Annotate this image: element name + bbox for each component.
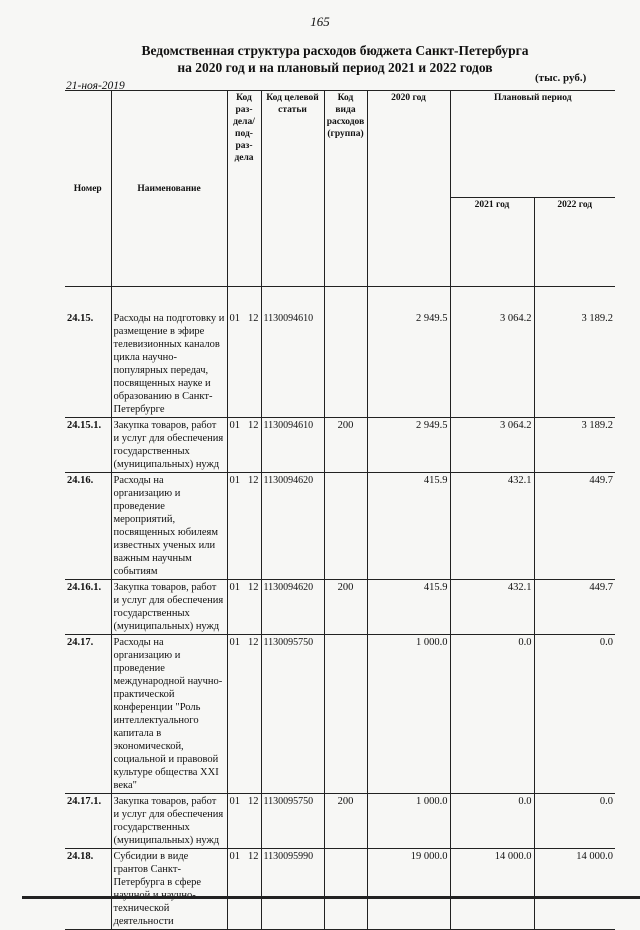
row-expense-type-code: 200 <box>324 580 367 635</box>
row-value-2020: 415.9 <box>367 473 450 580</box>
row-target-code: 1130095750 <box>261 794 324 849</box>
row-value-2020: 1 000.0 <box>367 794 450 849</box>
row-expense-type-code: 200 <box>324 418 367 473</box>
row-value-2022: 14 000.0 <box>534 849 615 930</box>
row-number: 24.15. <box>65 311 111 418</box>
row-value-2021: 0.0 <box>450 794 534 849</box>
row-value-2021: 3 064.2 <box>450 311 534 418</box>
document-title <box>120 42 550 76</box>
table-row <box>65 418 615 473</box>
row-expense-type-code <box>324 311 367 418</box>
table-row <box>65 635 615 794</box>
row-name: Закупка товаров, работ и услуг для обеспечения государственных (муниципальных) нужд <box>111 580 227 635</box>
row-value-2022: 0.0 <box>534 794 615 849</box>
row-value-2022: 3 189.2 <box>534 418 615 473</box>
row-name: Расходы на организацию и проведение мероприятий, посвященных юбилеям известных ученых или важным научным событиям <box>111 473 227 580</box>
title-line-2: на 2020 год и на плановый период 2021 и 2022 годов <box>177 60 493 75</box>
row-subsection-code: 12 <box>243 849 261 930</box>
table-row <box>65 794 615 849</box>
row-section-code: 01 <box>227 580 243 635</box>
row-section-code: 01 <box>227 311 243 418</box>
row-name: Закупка товаров, работ и услуг для обеспечения государственных (муниципальных) нужд <box>111 418 227 473</box>
document-date: 21-ноя-2019 <box>66 80 125 92</box>
units-label: (тыс. руб.) <box>535 72 587 84</box>
row-name: Закупка товаров, работ и услуг для обеспечения государственных (муниципальных) нужд <box>111 794 227 849</box>
row-value-2022: 449.7 <box>534 473 615 580</box>
header-year-2022: 2022 год <box>534 198 615 287</box>
row-target-code: 1130095750 <box>261 635 324 794</box>
row-value-2020: 2 949.5 <box>367 311 450 418</box>
row-section-code: 01 <box>227 473 243 580</box>
row-number: 24.17.1. <box>65 794 111 849</box>
row-value-2022: 3 189.2 <box>534 311 615 418</box>
row-value-2022: 0.0 <box>534 635 615 794</box>
table-row <box>65 849 615 930</box>
row-name: Субсидии в виде грантов Санкт-Петербурга в сфере технической деятельности <box>111 849 227 930</box>
row-number: 24.17. <box>65 635 111 794</box>
row-subsection-code: 12 <box>243 794 261 849</box>
row-number: 24.18. <box>65 849 111 930</box>
row-number: 24.16. <box>65 473 111 580</box>
row-value-2021: 0.0 <box>450 635 534 794</box>
row-value-2021: 3 064.2 <box>450 418 534 473</box>
budget-table <box>65 90 615 930</box>
row-subsection-code: 12 <box>243 418 261 473</box>
header-expense-type-code: Код вида расходов (группа) <box>324 91 367 287</box>
row-expense-type-code <box>324 849 367 930</box>
row-section-code: 01 <box>227 635 243 794</box>
row-value-2022: 449.7 <box>534 580 615 635</box>
row-expense-type-code: 200 <box>324 794 367 849</box>
row-target-code: 1130094620 <box>261 580 324 635</box>
row-name: Расходы на организацию и проведение международной научно-практической конференции "Роль интеллектуального капитала в экономической, социальной и правовой культуре общества XXI века" <box>111 635 227 794</box>
row-target-code: 1130094620 <box>261 473 324 580</box>
row-target-code: 1130094610 <box>261 311 324 418</box>
header-name: Наименование <box>111 91 227 287</box>
row-value-2021: 432.1 <box>450 580 534 635</box>
row-name: Расходы на подготовку и размещение в эфире телевизионных каналов цикла научно-популярных передач, посвященных науке и образованию в Санкт-Петербурге <box>111 311 227 418</box>
header-section-code: Код раз-дела/ под-раз-дела <box>227 91 261 287</box>
row-section-code: 01 <box>227 794 243 849</box>
table-row <box>65 473 615 580</box>
table-body <box>65 287 615 930</box>
header-year-2020: 2020 год <box>367 91 450 287</box>
row-expense-type-code <box>324 635 367 794</box>
row-number: 24.16.1. <box>65 580 111 635</box>
row-subsection-code: 12 <box>243 580 261 635</box>
row-value-2020: 1 000.0 <box>367 635 450 794</box>
row-value-2020: 2 949.5 <box>367 418 450 473</box>
row-number: 24.15.1. <box>65 418 111 473</box>
header-target-code: Код целевой статьи <box>261 91 324 287</box>
bottom-rule <box>22 896 640 899</box>
header-planned-period: Плановый период <box>450 91 615 198</box>
row-value-2020: 415.9 <box>367 580 450 635</box>
row-subsection-code: 12 <box>243 473 261 580</box>
page-number: 165 <box>310 14 330 29</box>
title-line-1: Ведомственная структура расходов бюджета Санкт-Петербурга <box>141 43 529 58</box>
row-expense-type-code <box>324 473 367 580</box>
table-row <box>65 311 615 418</box>
header-year-2021: 2021 год <box>450 198 534 287</box>
row-value-2020: 19 000.0 <box>367 849 450 930</box>
row-subsection-code: 12 <box>243 311 261 418</box>
table-row <box>65 580 615 635</box>
row-section-code: 01 <box>227 418 243 473</box>
row-section-code: 01 <box>227 849 243 930</box>
header-separator-row <box>65 287 615 312</box>
row-subsection-code: 12 <box>243 635 261 794</box>
row-target-code: 1130094610 <box>261 418 324 473</box>
row-value-2021: 432.1 <box>450 473 534 580</box>
row-value-2021: 14 000.0 <box>450 849 534 930</box>
header-number: Номер <box>65 91 111 287</box>
row-target-code: 1130095990 <box>261 849 324 930</box>
